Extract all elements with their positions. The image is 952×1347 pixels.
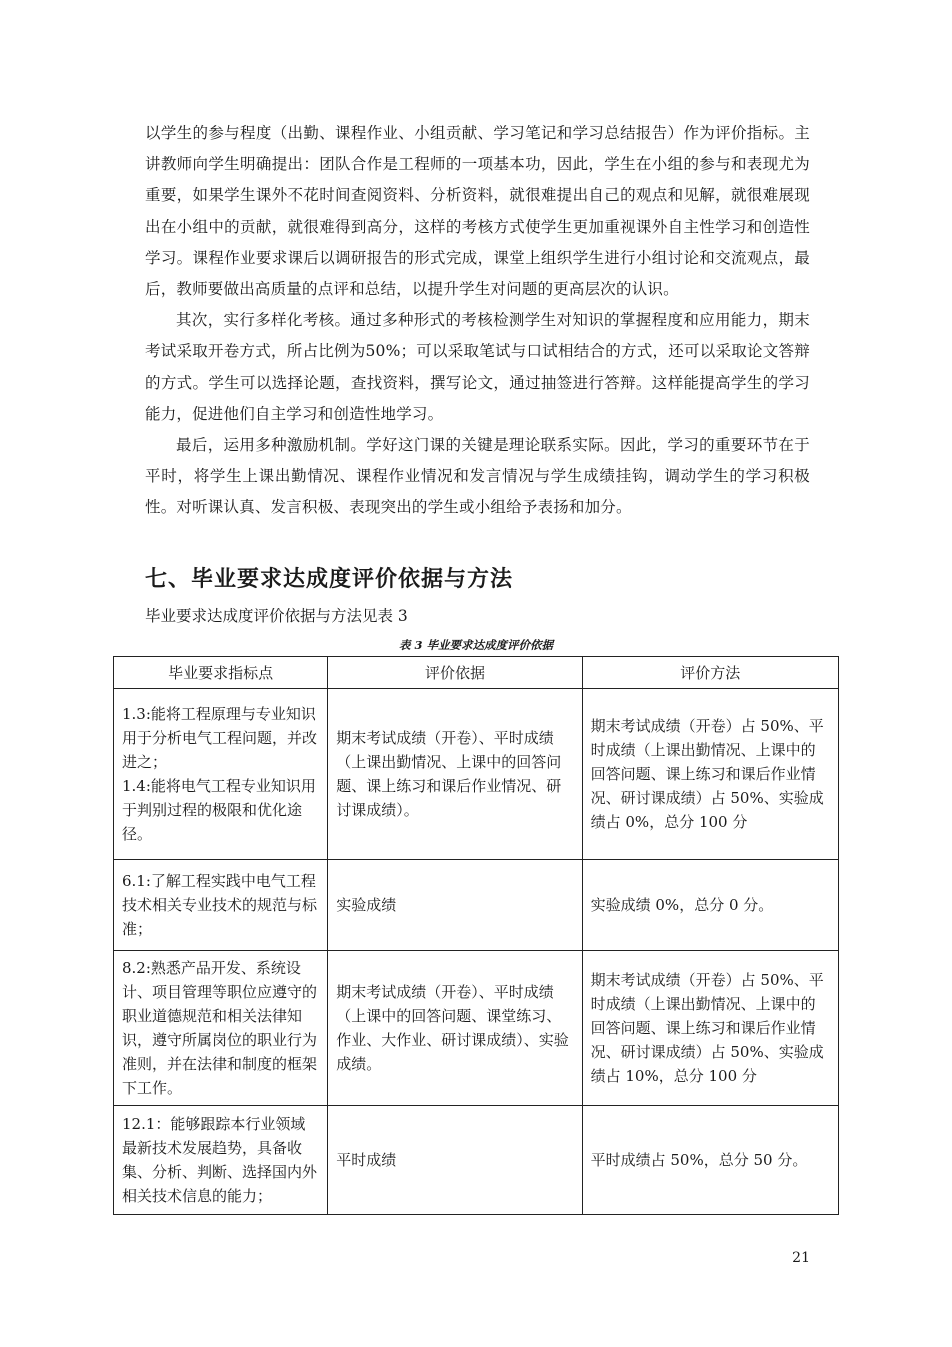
table-row (114, 689, 839, 860)
evaluation-table (113, 656, 839, 1215)
table-caption: 表 3 毕业要求达成度评价依据 (398, 638, 553, 652)
evaluation-method-cell: 期末考试成绩（开卷）占 50%、平时成绩（上课出勤情况、上课中的回答问题、课上练习和课后作业情况、研讨课成绩）占 50%、实验成绩占 10%，总分 100 分 (582, 951, 838, 1106)
evaluation-basis-cell: 平时成绩 (328, 1106, 582, 1215)
section-heading: 七、毕业要求达成度评价依据与方法 (145, 567, 514, 592)
table-row (114, 860, 839, 951)
requirement-point-cell (114, 951, 328, 1106)
requirement-point-cell (114, 689, 328, 860)
paragraph-participation: 以学生的参与程度（出勤、课程作业、小组贡献、学习笔记和学习总结报告）作为评价指标。主讲教师向学生明确提出：团队合作是工程师的一项基本功，因此，学生在小组的参与和表现尤为重要，如果学生课外不花时间查阅资料、分析资料，就很难提出自己的观点和见解，就很难展现出在小组中的贡献，就很难得到高分，这样的考核方式使学生更加重视课外自主性学习和创造性学习。课程作业要求课后以调研报告的形式完成，课堂上组织学生进行小组讨论和交流观点，最后，教师要做出高质量的点评和总结，以提升学生对问题的更高层次的认识。 (145, 124, 810, 299)
requirement-point-text: 8.2:熟悉产品开发、系统设计、项目管理等职位应遵守的职业道德规范和相关法律知识，遵守所属岗位的职业行为准则，并在法律和制度的框架下工作。 (122, 959, 318, 1097)
page-number: 21 (792, 1250, 810, 1266)
header-requirement-point: 毕业要求指标点 (114, 657, 328, 689)
evaluation-basis-cell: 实验成绩 (328, 860, 582, 951)
evaluation-method-cell: 平时成绩占 50%，总分 50 分。 (582, 1106, 838, 1215)
requirement-point-text: 12.1：能够跟踪本行业领域最新技术发展趋势，具备收集、分析、判断、选择国内外相关技术信息的能力； (122, 1115, 318, 1205)
header-evaluation-basis: 评价依据 (328, 657, 582, 689)
requirement-point-cell (114, 1106, 328, 1215)
header-evaluation-method: 评价方法 (582, 657, 838, 689)
paragraph-diverse-assessment: 其次，实行多样化考核。通过多种形式的考核检测学生对知识的掌握程度和应用能力，期末考试采取开卷方式，所占比例为50%；可以采取笔试与口试相结合的方式，还可以采取论文答辩的方式。学生可以选择论题，查找资料，撰写论文，通过抽签进行答辩。这样能提高学生的学习能力，促进他们自主学习和创造性地学习。 (145, 311, 810, 423)
table-row (114, 951, 839, 1106)
requirement-point-cell (114, 860, 328, 951)
requirement-point-text: 6.1:了解工程实践中电气工程技术相关专业技术的规范与标准； (122, 872, 318, 938)
evaluation-basis-cell: 期末考试成绩（开卷）、平时成绩（上课出勤情况、上课中的回答问题、课上练习和课后作业情况、研讨课成绩）。 (328, 689, 582, 860)
table-header-row (114, 657, 839, 689)
evaluation-method-cell: 期末考试成绩（开卷）占 50%、平时成绩（上课出勤情况、上课中的回答问题、课上练习和课后作业情况、研讨课成绩）占 50%、实验成绩占 0%，总分 100 分 (582, 689, 838, 860)
section-intro: 毕业要求达成度评价依据与方法见表 3 (145, 607, 408, 625)
body-text (145, 118, 810, 524)
paragraph-incentives: 最后，运用多种激励机制。学好这门课的关键是理论联系实际。因此，学习的重要环节在于平时，将学生上课出勤情况、课程作业情况和发言情况与学生成绩挂钩，调动学生的学习积极性。对听课认真、发言积极、表现突出的学生或小组给予表扬和加分。 (145, 436, 810, 517)
evaluation-method-cell: 实验成绩 0%，总分 0 分。 (582, 860, 838, 951)
evaluation-basis-cell: 期末考试成绩（开卷）、平时成绩（上课中的回答问题、课堂练习、作业、大作业、研讨课成绩）、实验成绩。 (328, 951, 582, 1106)
requirement-point-text: 1.3:能将工程原理与专业知识用于分析电气工程问题，并改进之； (122, 705, 318, 771)
table-row (114, 1106, 839, 1215)
requirement-point-text: 1.4:能将电气工程专业知识用于判别过程的极限和优化途径。 (122, 777, 316, 843)
